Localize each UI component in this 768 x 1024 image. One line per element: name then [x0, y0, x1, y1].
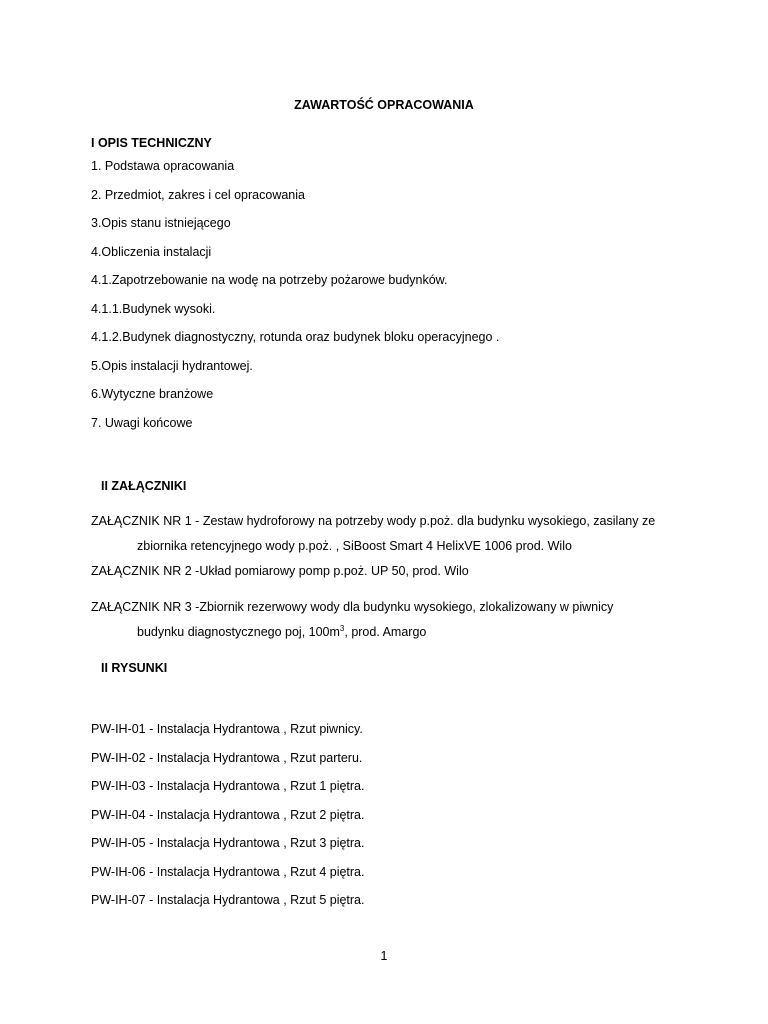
- toc-item: 5.Opis instalacji hydrantowej.: [91, 359, 253, 373]
- section-heading-technical-description: I OPIS TECHNICZNY: [91, 136, 212, 150]
- attachment-item-3-text: budynku diagnostycznego poj, 100m: [137, 625, 340, 639]
- section-heading-drawings: II RYSUNKI: [101, 661, 168, 675]
- page-number: 1: [380, 949, 388, 963]
- toc-item: 4.1.2.Budynek diagnostyczny, rotunda oraz budynek bloku operacyjnego .: [91, 330, 500, 344]
- section-heading-attachments: II ZAŁĄCZNIKI: [101, 479, 187, 493]
- toc-item: 4.Obliczenia instalacji: [91, 245, 212, 259]
- toc-item: 2. Przedmiot, zakres i cel opracowania: [91, 188, 305, 202]
- drawing-item: PW-IH-05 - Instalacja Hydrantowa , Rzut 3 piętra.: [91, 836, 365, 850]
- toc-item: 7. Uwagi końcowe: [91, 416, 193, 430]
- drawing-item: PW-IH-07 - Instalacja Hydrantowa , Rzut 5 piętra.: [91, 893, 365, 907]
- attachment-item-1-continued: zbiornika retencyjnego wody p.poż. , SiBoost Smart 4 HelixVE 1006 prod. Wilo: [137, 539, 572, 553]
- attachment-item-2: ZAŁĄCZNIK NR 2 -Układ pomiarowy pomp p.poż. UP 50, prod. Wilo: [91, 564, 469, 578]
- drawing-item: PW-IH-06 - Instalacja Hydrantowa , Rzut 4 piętra.: [91, 865, 365, 879]
- attachment-item-3: ZAŁĄCZNIK NR 3 -Zbiornik rezerwowy wody dla budynku wysokiego, zlokalizowany w piwnicy: [91, 600, 614, 614]
- drawing-item: PW-IH-01 - Instalacja Hydrantowa , Rzut piwnicy.: [91, 722, 363, 736]
- toc-item: 6.Wytyczne branżowe: [91, 387, 214, 401]
- drawing-item: PW-IH-02 - Instalacja Hydrantowa , Rzut parteru.: [91, 751, 363, 765]
- toc-item: 4.1.Zapotrzebowanie na wodę na potrzeby pożarowe budynków.: [91, 273, 448, 287]
- drawing-item: PW-IH-03 - Instalacja Hydrantowa , Rzut 1 piętra.: [91, 779, 365, 793]
- drawing-item: PW-IH-04 - Instalacja Hydrantowa , Rzut 2 piętra.: [91, 808, 365, 822]
- document-title: ZAWARTOŚĆ OPRACOWANIA: [294, 98, 474, 112]
- toc-item: 1. Podstawa opracowania: [91, 159, 235, 173]
- superscript: 3: [339, 624, 345, 633]
- attachment-item-3-continued: [137, 626, 426, 639]
- toc-item: 3.Opis stanu istniejącego: [91, 216, 231, 230]
- attachment-item-3-text-end: , prod. Amargo: [344, 625, 427, 639]
- toc-item: 4.1.1.Budynek wysoki.: [91, 302, 216, 316]
- attachment-item-1: ZAŁĄCZNIK NR 1 - Zestaw hydroforowy na potrzeby wody p.poż. dla budynku wysokiego, zasilany ze: [91, 514, 656, 528]
